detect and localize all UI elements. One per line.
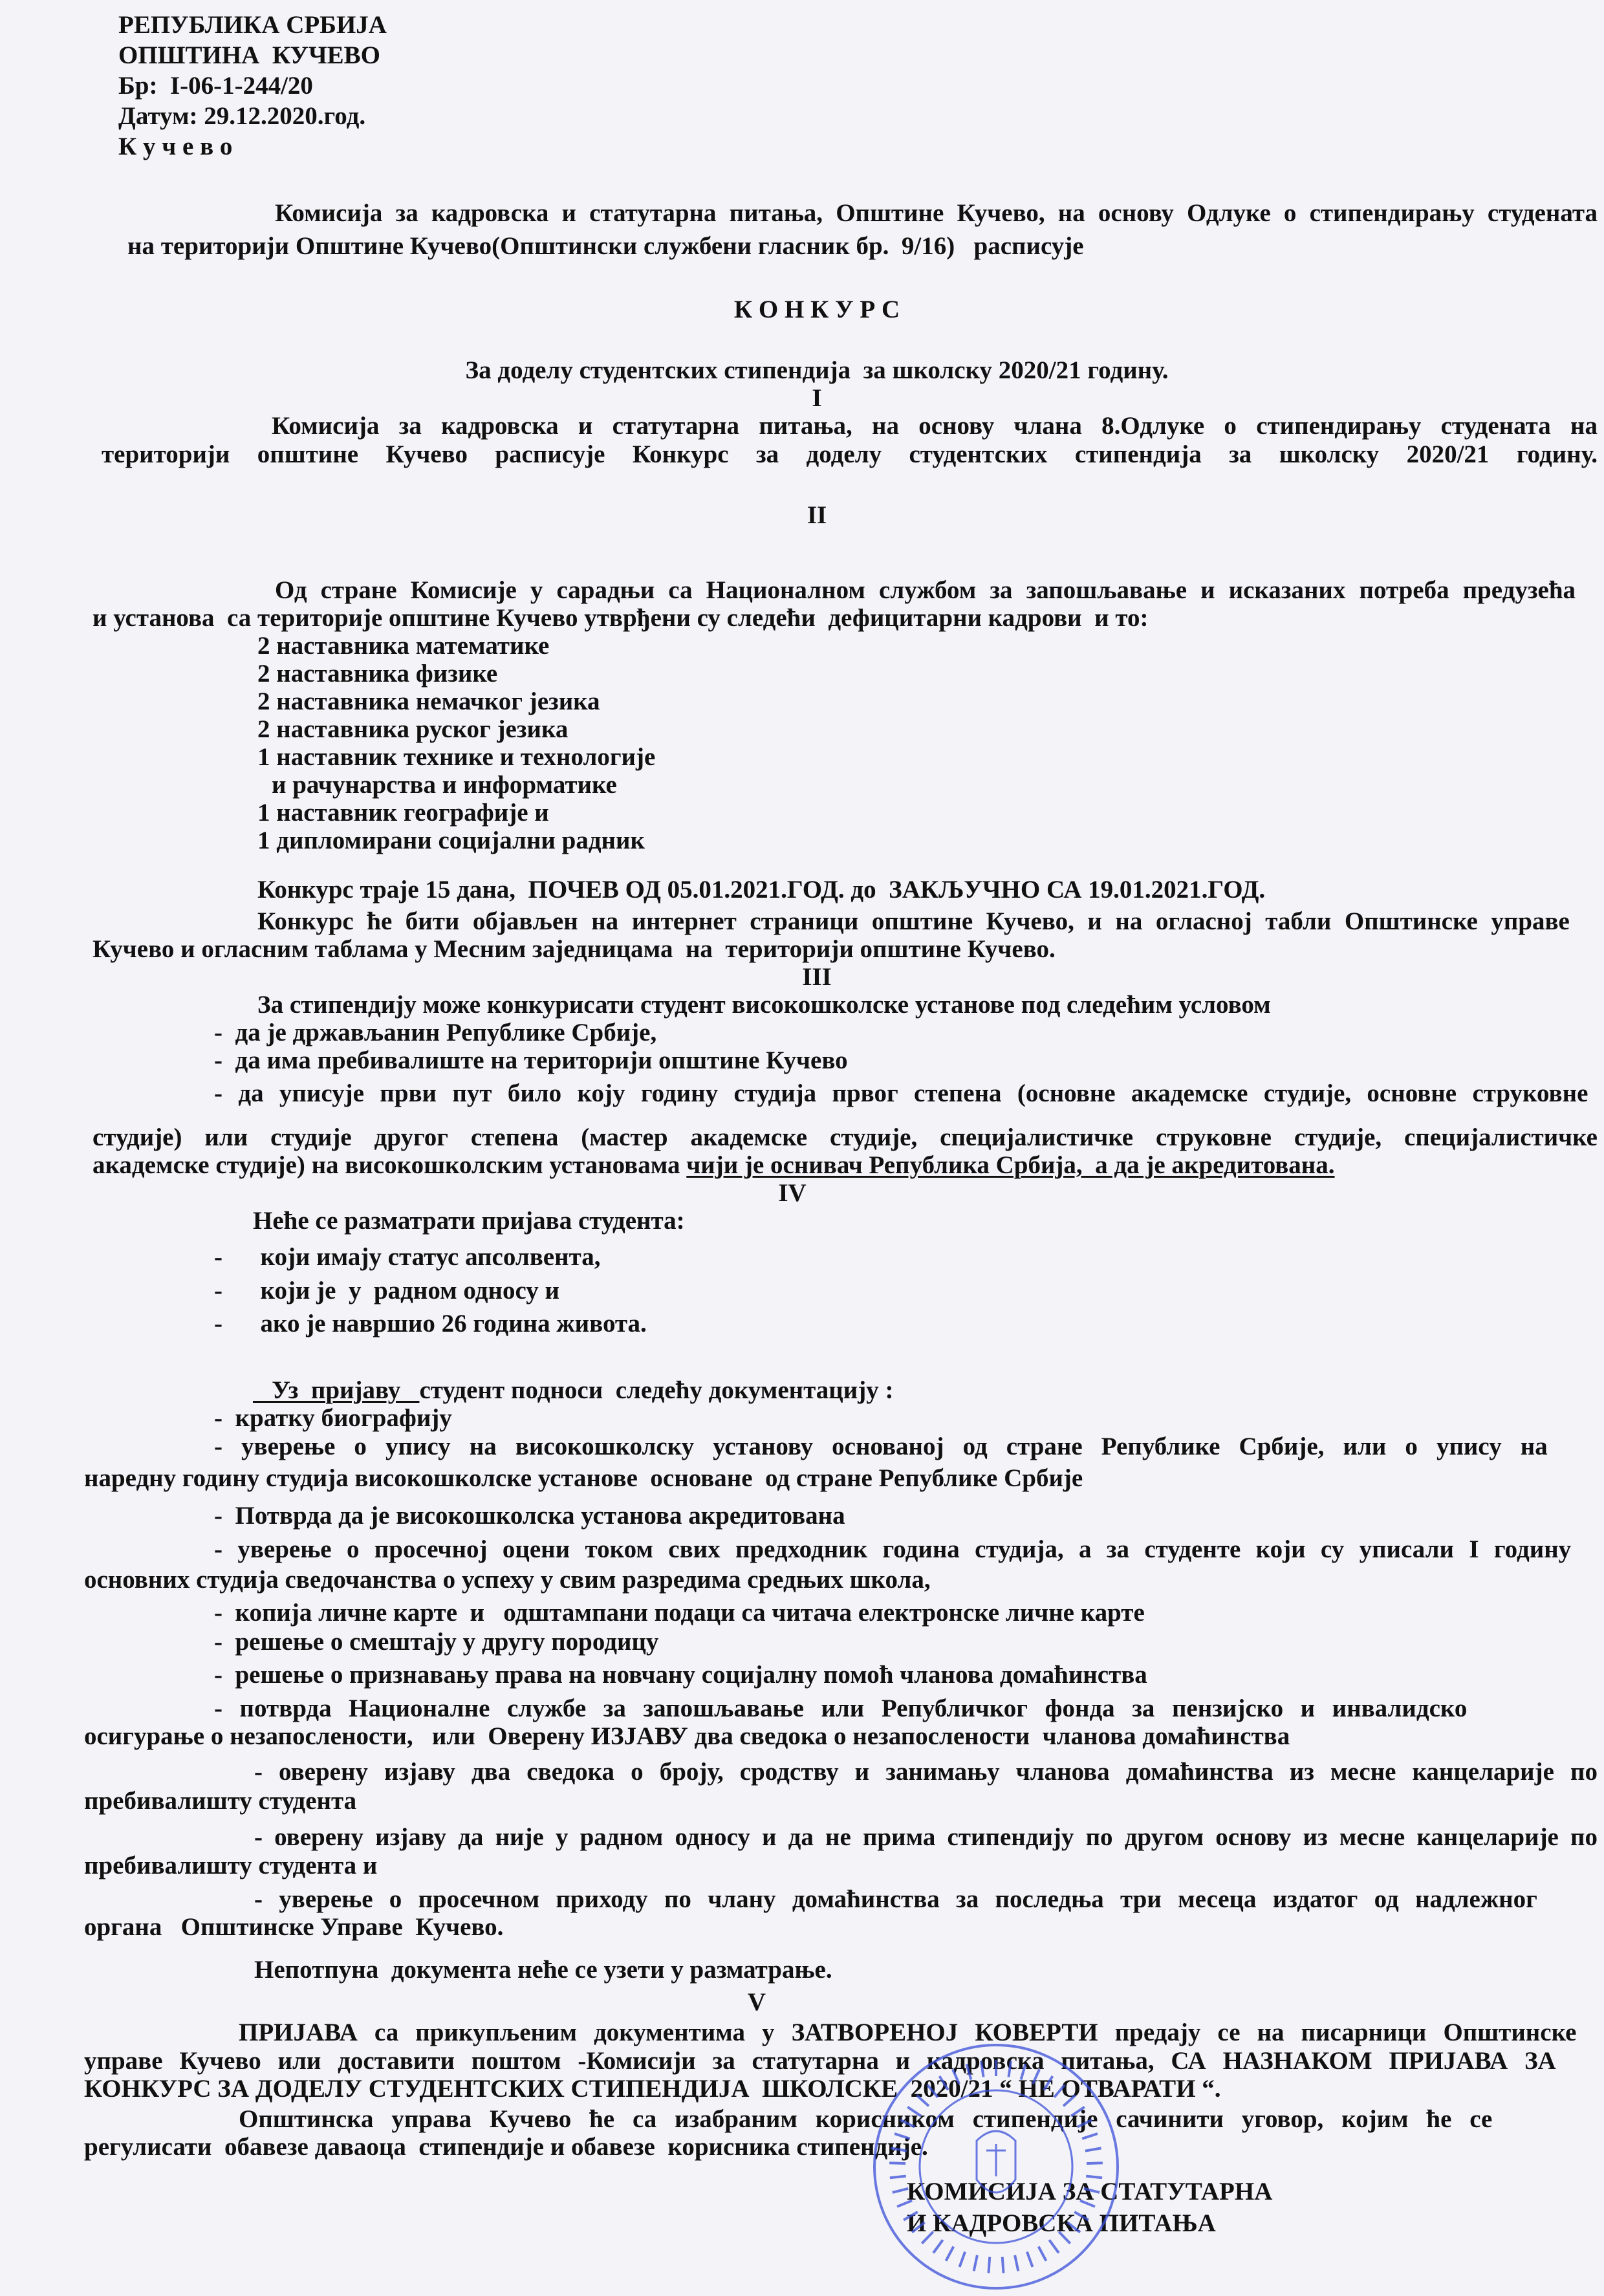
- document-line: [102, 441, 1598, 468]
- document-line: [214, 1405, 452, 1431]
- line-text: органа Општинске Управе Кучево.: [84, 1913, 504, 1941]
- line-text: - ако је навршио 26 година живота.: [214, 1310, 647, 1338]
- document-line: [254, 1824, 1598, 1850]
- line-text: За стипендију може конкурисати студент високошколске установе под следећим условом: [257, 991, 1271, 1019]
- line-text: 1 дипломирани социјални радник: [257, 827, 645, 854]
- signature-line-2: И КАДРОВСКА ПИТАЊА: [907, 2209, 1216, 2237]
- seal-letter-mark: [1085, 2148, 1101, 2150]
- seal-letter-mark: [988, 2257, 990, 2273]
- line-text: - да има пребивалиште на територији општине Кучево: [214, 1046, 848, 1074]
- document-line: [214, 1277, 559, 1304]
- line-text: - уверење о просечном приходу по члану домаћинства за последња три месеца издатог од надлежног: [254, 1885, 1537, 1913]
- line-text: - кратку биографију: [214, 1404, 452, 1432]
- document-line: [778, 1180, 806, 1206]
- line-text: и рачунарства и информатике: [272, 771, 617, 799]
- document-line: [807, 502, 827, 528]
- line-text: 2 наставника математике: [257, 632, 550, 660]
- document-line: [272, 413, 1598, 439]
- document-line: [84, 1723, 1290, 1749]
- document-line: [275, 200, 1598, 226]
- document-number: Бр: I-06-1-244/20: [118, 72, 313, 100]
- line-text: III: [802, 963, 832, 991]
- seal-letter-mark: [890, 2176, 906, 2178]
- document-line: [275, 577, 1576, 603]
- document-line: [84, 2048, 1556, 2074]
- line-text: Од стране Комисије у сарадњи са Националном службом за запошљавање и исказаних потреба предузећа: [275, 576, 1576, 604]
- line-text: - Потврда да је високошколска установа акредитована: [214, 1502, 845, 1530]
- seal-letter-mark: [933, 2240, 943, 2253]
- line-text: територији општине Кучево расписује Конкурс за доделу студентских стипендија за школску 2020/21 годину.: [102, 440, 1598, 468]
- line-text: - решење о смештају у другу породицу: [214, 1628, 659, 1656]
- line-text: Конкурс ће бити објављен на интернет страници општине Кучево, и на огласној табли Општинске управе: [257, 907, 1570, 935]
- document-line: [214, 1310, 647, 1337]
- seal-letter-mark: [1039, 2247, 1046, 2261]
- document-line: [84, 1566, 931, 1593]
- line-text: и установа са територије општине Кучево утврђени су следећи дефицитарни кадрови и то:: [92, 604, 1149, 632]
- line-text: - да уписује први пут било коју годину студија првог степена (основне академске студије, основне струковне: [214, 1079, 1588, 1107]
- line-text: на територији Општине Кучево(Општински службени гласник бр. 9/16) расписује: [127, 232, 1084, 260]
- underlined-text: Уз пријаву: [253, 1376, 420, 1404]
- line-text: Општинска управа Кучево ће са изабраним корисником стипендије сачинити уговор, којим ће се: [239, 2105, 1493, 2133]
- line-text: осигурање о незапослености, или Оверену ИЗЈАВУ два сведока о незапослености чланова домаћинства: [84, 1722, 1290, 1750]
- signature-line-1: КОМИСИЈА ЗА СТАТУТАРНА: [907, 2178, 1273, 2205]
- document-line: [257, 688, 600, 715]
- line-text: 2 наставника руског језика: [257, 715, 569, 743]
- line-text: - који је у радном односу и: [214, 1277, 560, 1305]
- document-line: [254, 1759, 1598, 1785]
- underlined-text: чији је оснивач Република Србија, а да је акредитована.: [686, 1151, 1335, 1179]
- line-text: студент подноси следећу документацију :: [419, 1376, 894, 1404]
- line-text: К О Н К У Р С: [733, 296, 900, 323]
- document-line: [84, 2075, 1221, 2102]
- line-text: пребивалишту студента и: [84, 1852, 378, 1879]
- document-line: [812, 385, 821, 411]
- document-line: [92, 605, 1148, 631]
- document-line: [254, 1956, 832, 1983]
- document-line: [92, 936, 1056, 962]
- document-line: [214, 1019, 656, 1046]
- document-line: [257, 908, 1570, 935]
- seal-letter-mark: [1015, 2255, 1018, 2271]
- document-line: [239, 2019, 1576, 2046]
- document-line: [257, 633, 549, 659]
- line-text: - оверену изјаву два сведока о броју, сродству и занимању чланова домаћинства из месне канцеларије по: [254, 1758, 1598, 1786]
- document-line: [127, 233, 1084, 259]
- line-text: наредну годину студија високошколске установе основане од стране Републике Србије: [84, 1464, 1083, 1492]
- document-line: [84, 1914, 503, 1940]
- line-text: - уверење о упису на високошколску установу основаној од стране Републике Србије, или о упису на: [214, 1433, 1548, 1460]
- line-text: управе Кучево или доставити поштом -Комисији за статутарна и кадровска питања, СА НАЗНАКОМ ПРИЈАВА ЗА: [84, 2047, 1556, 2075]
- seal-letter-mark: [1049, 2240, 1059, 2253]
- line-text: II: [807, 501, 827, 529]
- document-line: [257, 827, 645, 854]
- line-text: - решење о признавању права на новчану социјалну помоћ чланова домаћинства: [214, 1661, 1147, 1689]
- document-line: [214, 1629, 658, 1655]
- document-line: [84, 1788, 356, 1814]
- line-text: За доделу студентских стипендија за школску 2020/21 годину.: [465, 356, 1169, 384]
- document-place: К у ч е в о: [118, 133, 233, 160]
- line-text: КОНКУРС ЗА ДОДЕЛУ СТУДЕНТСКИХ СТИПЕНДИЈА ШКОЛСКЕ 2020/21 “ НЕ ОТВАРАТИ “.: [84, 2075, 1221, 2103]
- line-text: пребивалишту студента: [84, 1787, 357, 1815]
- line-text: - копија личне карте и одштампани подаци са читача електронске личне карте: [214, 1599, 1145, 1627]
- document-line: [84, 2134, 928, 2160]
- line-text: Неће се разматрати пријава студента:: [253, 1207, 685, 1235]
- document-line: [84, 1465, 1083, 1491]
- line-text: - потврда Националне службе за запошљавање или Републичког фонда за пензијско и инвалидско: [214, 1695, 1468, 1722]
- line-text: I: [812, 384, 822, 412]
- line-text: Комисија за кадровска и статутарна питања, Општине Кучево, на основу Одлуке о стипендирању студената: [275, 199, 1598, 227]
- document-line: [272, 772, 617, 798]
- line-text: ПРИЈАВА са прикупљеним документима у ЗАТВОРЕНОЈ КОВЕРТИ предају се на писарници Општинске: [239, 2019, 1577, 2046]
- line-text: основних студија сведочанства о успеху у свим разредима средњих школа,: [84, 1566, 931, 1594]
- line-text: 1 наставник географије и: [257, 799, 549, 827]
- line-text: 2 наставника немачког језика: [257, 688, 600, 715]
- seal-letter-mark: [946, 2247, 954, 2261]
- seal-letter-mark: [960, 2252, 966, 2267]
- document-line: [214, 1244, 600, 1270]
- document-line: [466, 357, 1169, 384]
- seal-letter-mark: [974, 2255, 977, 2271]
- document-line: [257, 799, 549, 826]
- line-text: студије) или студије другог степена (мастер академске студије, специјалистичке струковне студије, специјалистичке: [92, 1123, 1598, 1151]
- line-text: - оверену изјаву да није у радном односу и да не прима стипендију по другом основу из месне канцеларије по: [254, 1823, 1598, 1851]
- header-country: РЕПУБЛИКА СРБИЈА: [118, 11, 387, 39]
- document-line: [257, 876, 1265, 903]
- line-text: - уверење о просечној оцени током свих предходник година студија, а за студенте који су уписали I годину: [214, 1535, 1572, 1563]
- document-line: [214, 1662, 1147, 1688]
- document-line: [257, 991, 1271, 1018]
- document-line: [214, 1695, 1467, 1722]
- seal-letter-mark: [893, 2189, 908, 2193]
- seal-letter-mark: [1002, 2257, 1004, 2273]
- document-line: [214, 1536, 1571, 1563]
- line-text: - који имају статус апсолвента,: [214, 1243, 601, 1271]
- document-line: [92, 1152, 1335, 1178]
- line-text: Конкурс траје 15 дана, ПОЧЕВ ОД 05.01.2021.ГОД. до ЗАКЉУЧНО СА 19.01.2021.ГОД.: [257, 876, 1266, 904]
- document-line: [214, 1599, 1145, 1626]
- seal-letter-mark: [1082, 2134, 1098, 2139]
- document-line: [734, 296, 900, 323]
- document-line: [214, 1433, 1548, 1460]
- document-line: [253, 1377, 893, 1403]
- document-line: [214, 1080, 1588, 1107]
- line-text: 1 наставник технике и технологије: [257, 743, 656, 771]
- document-line: [748, 1989, 766, 2015]
- seal-letter-mark: [1027, 2252, 1033, 2267]
- document-line: [257, 744, 655, 770]
- document-line: [802, 964, 832, 990]
- document-line: [92, 1124, 1598, 1151]
- document-line: [257, 660, 497, 687]
- line-text: Комисија за кадровска и статутарна питања, на основу члана 8.Одлуке о стипендирању студената на: [272, 412, 1598, 440]
- document-date: Датум: 29.12.2020.год.: [118, 102, 366, 130]
- line-text: V: [747, 1988, 766, 2016]
- document-line: [214, 1502, 845, 1529]
- line-text: Непотпуна документа неће се узети у разматрање.: [254, 1956, 832, 1984]
- document-line: [257, 716, 568, 742]
- document-line: [254, 1886, 1537, 1912]
- line-text: регулисати обавезе даваоца стипендије и обавезе корисника стипендије.: [84, 2133, 928, 2161]
- line-text: 2 наставника физике: [257, 660, 498, 688]
- line-text: академске студије) на високошколским установама: [92, 1151, 687, 1179]
- line-text: - да је држављанин Републике Србије,: [214, 1019, 657, 1046]
- header-municipality: ОПШТИНА КУЧЕВО: [118, 41, 380, 69]
- document-line: [253, 1208, 685, 1234]
- line-text: IV: [778, 1179, 807, 1207]
- document-line: [84, 1852, 377, 1879]
- document-line: [239, 2106, 1492, 2132]
- document-line: [214, 1047, 848, 1074]
- line-text: Кучево и огласним таблама у Месним заједницама на територији општине Кучево.: [92, 935, 1056, 963]
